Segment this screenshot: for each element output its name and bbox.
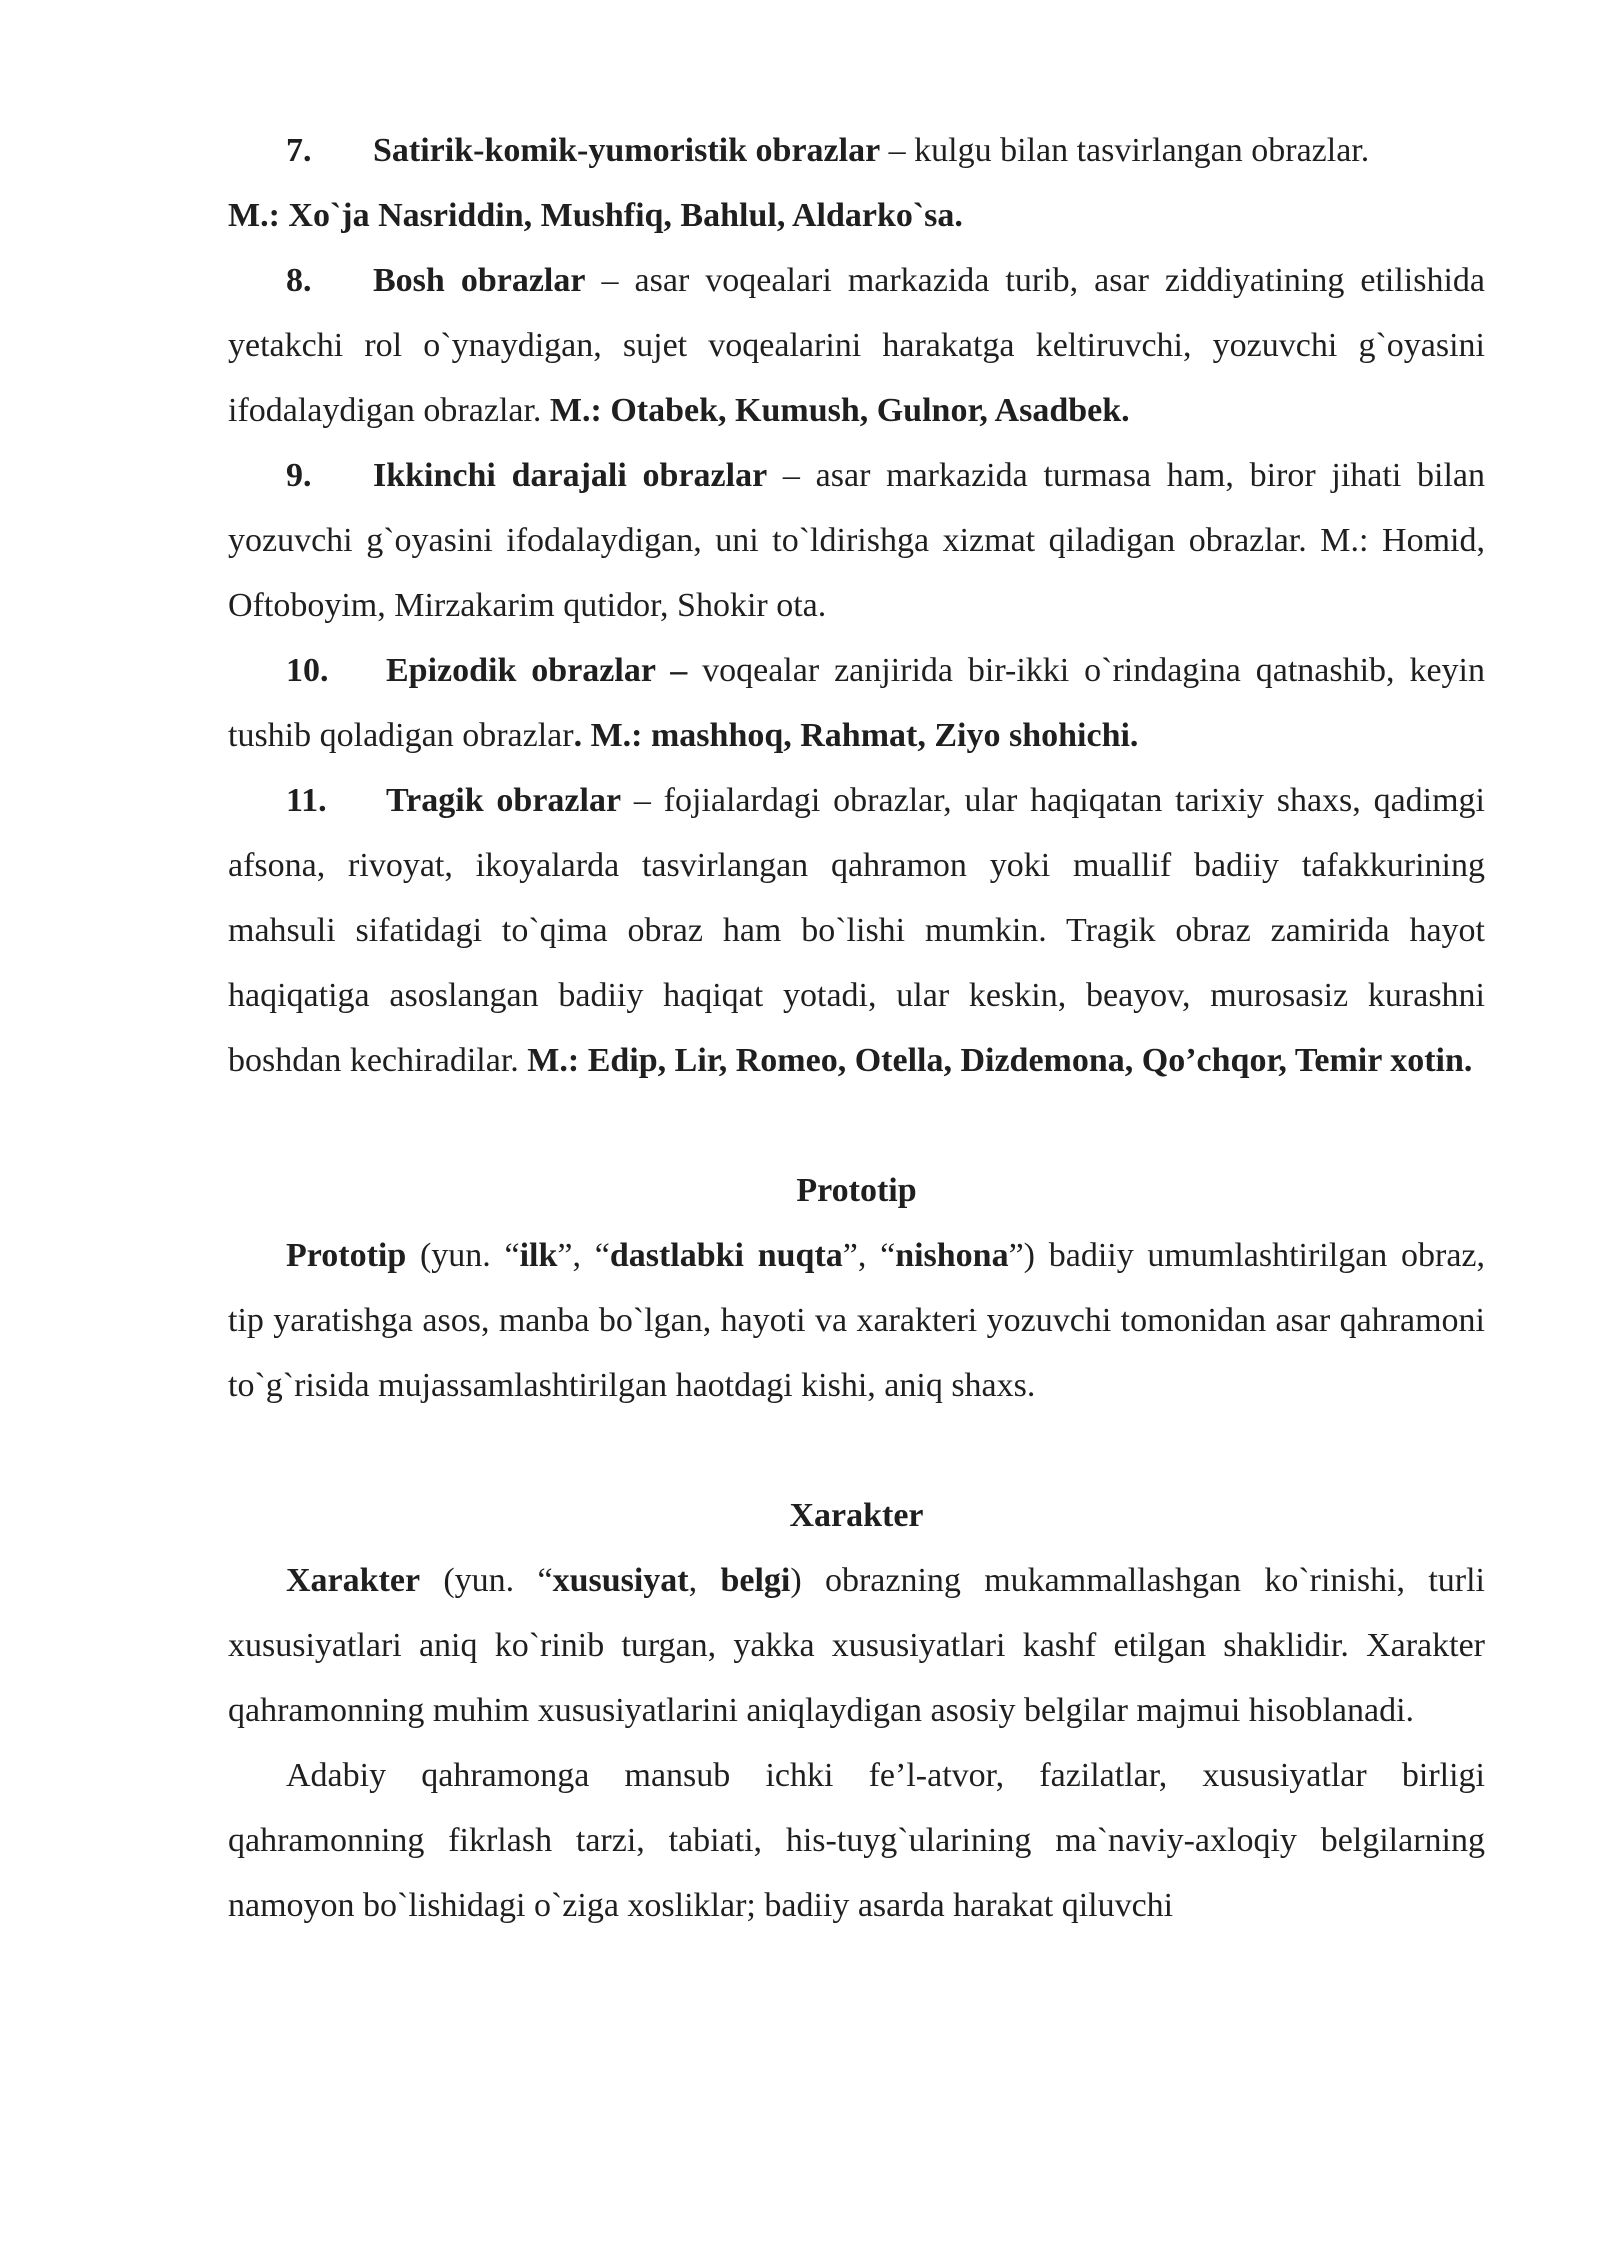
- item-term: Bosh obrazlar: [373, 262, 586, 299]
- list-item-10: [228, 638, 1485, 768]
- item-description: fojialardagi obrazlar, ular haqiqatan tarixiy shaxs, qadimgi afsona, rivoyat, ikoyalarda tasvirlangan qahramon yoki muallif badiiy tafakkurining mahsuli sifatidagi to`qima obraz ham bo`lishi mumkin. Tragik obraz zamirida hayot haqiqatiga asoslangan badiiy haqiqat yotadi, ular keskin, beayov, murosasiz kurashni boshdan kechiradilar.: [228, 782, 1486, 1079]
- text: ) obrazning mukammallashgan ko`rinishi, turli xususiyatlari aniq ko`rinib turgan, yakka xususiyatlari kashf etilgan shaklidir. Xarakter qahramonning muhim xususiyatlarini aniqlaydigan asosiy belgilar majmui hisoblanadi.: [228, 1562, 1485, 1729]
- spacer: [228, 1093, 1485, 1158]
- document-page: [228, 118, 1485, 1938]
- item-term: Satirik-komik-yumoristik obrazlar: [373, 132, 881, 169]
- example-text: M.: Xo`ja Nasriddin, Mushfiq, Bahlul, Aldarko`sa.: [228, 197, 963, 234]
- spacer: [228, 1418, 1485, 1483]
- text: ,: [688, 1562, 721, 1599]
- bold-text: nishona: [895, 1237, 1009, 1274]
- list-item-7: [228, 118, 1485, 183]
- item-number: 9.: [286, 457, 312, 494]
- list-item-8: [228, 248, 1485, 443]
- xarakter-paragraph: [228, 1548, 1485, 1743]
- section-heading-prototip: Prototip: [796, 1172, 917, 1209]
- item-number: 8.: [286, 262, 312, 299]
- term: Prototip: [286, 1237, 407, 1274]
- text: ”, “: [557, 1237, 610, 1274]
- prototip-paragraph: [228, 1223, 1485, 1418]
- example-text: . M.: mashhoq, Rahmat, Ziyo shohichi.: [573, 717, 1139, 754]
- item-number: 10.: [286, 652, 329, 689]
- xarakter-paragraph-2: Adabiy qahramonga mansub ichki fe’l-atvor, fazilatlar, xususiyatlar birligi qahramonning fikrlash tarzi, tabiati, his-tuyg`ularining ma`naviy-axloqiy belgilarning namoyon bo`lishidagi o`ziga xosliklar; badiiy asarda harakat qiluvchi: [228, 1757, 1485, 1924]
- section-heading-xarakter: Xarakter: [789, 1497, 924, 1534]
- item-description: asar markazida turmasa ham, biror jihati bilan yozuvchi g`oyasini ifodalaydigan, uni to`ldirishga xizmat qiladigan obrazlar. M.: Homid, Oftoboyim, Mirzakarim qutidor, Shokir ota.: [228, 457, 1486, 624]
- term: Xarakter: [286, 1562, 421, 1599]
- item-number: 11.: [286, 782, 327, 819]
- dash: –: [767, 457, 816, 494]
- item-description: asar voqealari markazida turib, asar ziddiyatining etilishida yetakchi rol o`ynaydigan, sujet voqealarini harakatga keltiruvchi, yozuvchi g`oyasini ifodalaydigan obrazlar.: [228, 262, 1486, 429]
- item-number: 7.: [286, 132, 312, 169]
- text: (yun. “: [406, 1237, 520, 1274]
- example-text: M.: Edip, Lir, Romeo, Otella, Dizdemona, Qo’chqor, Temir xotin.: [527, 1042, 1473, 1079]
- list-item-9: [228, 443, 1485, 638]
- bold-text: xususiyat: [552, 1562, 689, 1599]
- dash: –: [621, 782, 664, 819]
- text: (yun. “: [420, 1562, 553, 1599]
- item-term: Ikkinchi darajali obrazlar: [373, 457, 768, 494]
- dash: –: [880, 132, 915, 169]
- dash: –: [585, 262, 635, 299]
- item-example: [228, 183, 1485, 248]
- item-term: Epizodik obrazlar –: [386, 652, 688, 689]
- bold-text: belgi: [720, 1562, 791, 1599]
- item-description: kulgu bilan tasvirlangan obrazlar.: [914, 132, 1370, 169]
- list-item-11: [228, 768, 1485, 1093]
- bold-text: dastlabki nuqta: [609, 1237, 843, 1274]
- text: ”, “: [842, 1237, 896, 1274]
- bold-text: ilk: [519, 1237, 558, 1274]
- item-term: Tragik obrazlar: [386, 782, 622, 819]
- text: ”) badiiy umumlashtirilgan obraz, tip yaratishga asos, manba bo`lgan, hayoti va xarakteri yozuvchi tomonidan asar qahramoni to`g`risida mujassamlashtirilgan haotdagi kishi, aniq shaxs.: [228, 1237, 1486, 1404]
- item-description: voqealar zanjirida bir-ikki o`rindagina qatnashib, keyin tushib qoladigan obrazlar: [228, 652, 1485, 754]
- example-text: M.: Otabek, Kumush, Gulnor, Asadbek.: [549, 392, 1130, 429]
